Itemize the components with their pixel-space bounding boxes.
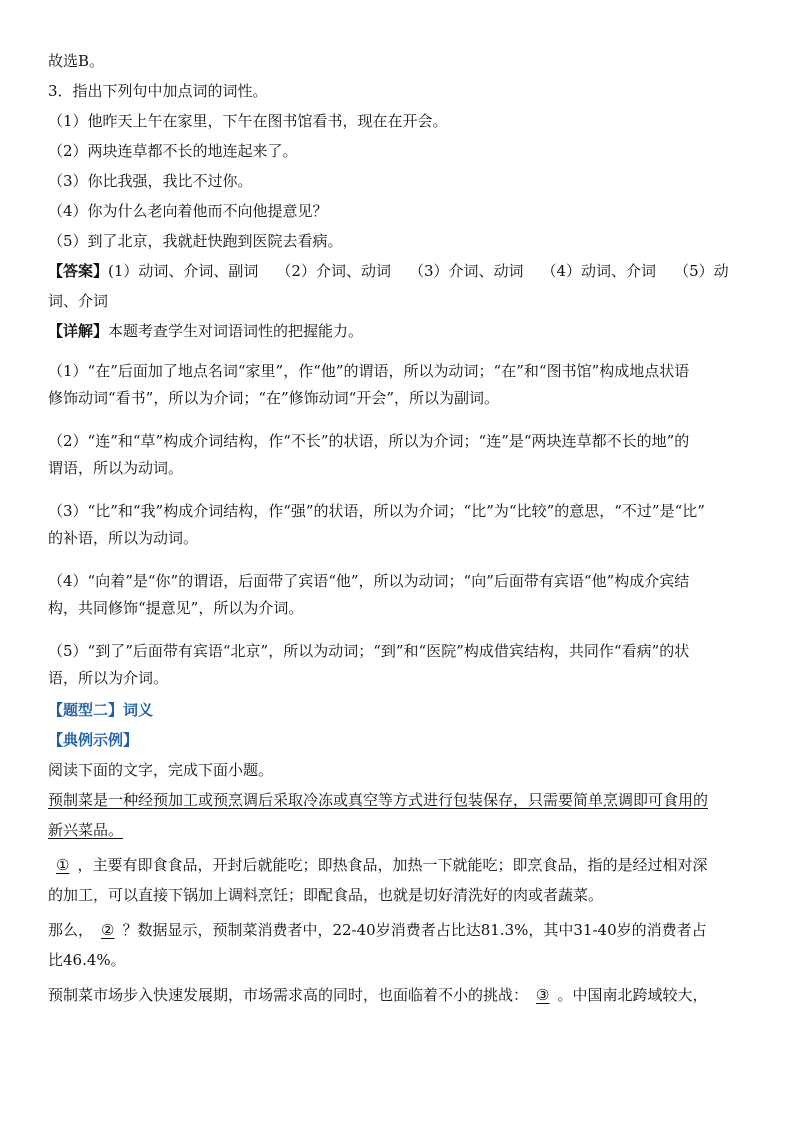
passage-text: ？数据显示，预制菜消费者中，22-40岁消费者占比达81.3%，其中31-40岁的消费者占	[122, 921, 707, 939]
explanation-3a: （3）“比”和“我”构成介词结构，作“强”的状语，所以为介词；“比”为“比较”的意思，“不过”是“比”	[48, 502, 705, 520]
passage-line: 比46.4%。	[48, 951, 126, 969]
answer-item: （5）动	[674, 262, 729, 280]
passage-text: ，主要有即食食品，开封后就能吃；即热食品，加热一下就能吃；即烹食品，指的是经过相对深	[77, 856, 708, 874]
explanation-2a: （2）“连”和“草”构成介词结构，作“不长”的状语，所以为介词；“连”是“两块连草都不长的地”的	[48, 432, 690, 450]
document-page	[48, 50, 748, 1006]
underlined-sentence-end: 新兴菜品。	[48, 821, 124, 839]
passage-text: 那么，	[48, 921, 94, 939]
passage-line	[48, 984, 748, 1006]
explanation-3b: 的补语，所以为动词。	[48, 529, 199, 547]
question-3-item-5: （5）到了北京，我就赶快跑到医院去看病。	[48, 232, 343, 250]
question-3-item-2: （2）两块连草都不长的地连起来了。	[48, 142, 298, 160]
passage-line: 的加工，可以直接下锅加上调料烹饪；即配食品，也就是切好清洗好的肉或者蔬菜。	[48, 886, 604, 904]
passage-line	[48, 819, 748, 841]
answer-line	[48, 260, 748, 282]
question-3-item-1: （1）他昨天上午在家里，下午在图书馆看书，现在在开会。	[48, 112, 448, 130]
detail-label: 【详解】	[48, 322, 109, 340]
passage-line	[48, 789, 748, 811]
explanation-5b: 语，所以为介词。	[48, 669, 169, 687]
answer-item: （2）介词、动词	[276, 262, 391, 280]
answer-continued: 词、介词	[48, 292, 109, 310]
explanation-1b: 修饰动词“看书”，所以为介词；“在”修饰动词“开会”，所以为副词。	[48, 389, 500, 407]
passage-text: 。中国南北跨域较大，	[557, 986, 708, 1004]
blank-2[interactable]: ②	[101, 921, 115, 939]
detail-text: 本题考查学生对词语词性的把握能力。	[108, 322, 364, 340]
answer-item: (1）动词、介词、副词	[108, 262, 259, 280]
answer-item: （4）动词、介词	[541, 262, 657, 280]
answer-item: （3）介词、动词	[408, 262, 524, 280]
reading-instruction: 阅读下面的文字，完成下面小题。	[48, 761, 274, 779]
section-heading: 【题型二】词义	[48, 701, 154, 719]
explanation-4b: 构，共同修饰“提意见”，所以为介词。	[48, 599, 304, 617]
example-heading: 【典例示例】	[48, 731, 139, 749]
explanation-2b: 谓语，所以为动词。	[48, 459, 184, 477]
answer-label: 【答案】	[48, 262, 109, 280]
question-3-item-4: （4）你为什么老向着他而不向他提意见？	[48, 202, 328, 220]
passage-line	[48, 854, 748, 876]
explanation-4a: （4）“向着”是“你”的谓语，后面带了宾语“他”，所以为动词；“向”后面带有宾语“他”构成介宾结	[48, 572, 690, 590]
passage-line	[48, 919, 748, 941]
text-line: 故选B。	[48, 52, 105, 70]
underlined-sentence: 预制菜是一种经预加工或预烹调后采取冷冻或真空等方式进行包装保存，只需要简单烹调即可食用的	[48, 791, 709, 809]
blank-1[interactable]: ①	[56, 856, 70, 874]
blank-3[interactable]: ③	[536, 986, 550, 1004]
question-3-title: 3．指出下列句中加点词的词性。	[48, 82, 268, 100]
explanation-5a: （5）“到了”后面带有宾语“北京”，所以为动词；“到”和“医院”构成借宾结构，共同作“看病”的状	[48, 642, 690, 660]
detail-line	[48, 320, 748, 342]
question-3-item-3: （3）你比我强，我比不过你。	[48, 172, 253, 190]
explanation-1a: （1）“在”后面加了地点名词“家里”，作“他”的谓语，所以为动词；“在”和“图书馆”构成地点状语	[48, 362, 690, 380]
passage-text: 预制菜市场步入快速发展期，市场需求高的同时，也面临着不小的挑战：	[48, 986, 529, 1004]
